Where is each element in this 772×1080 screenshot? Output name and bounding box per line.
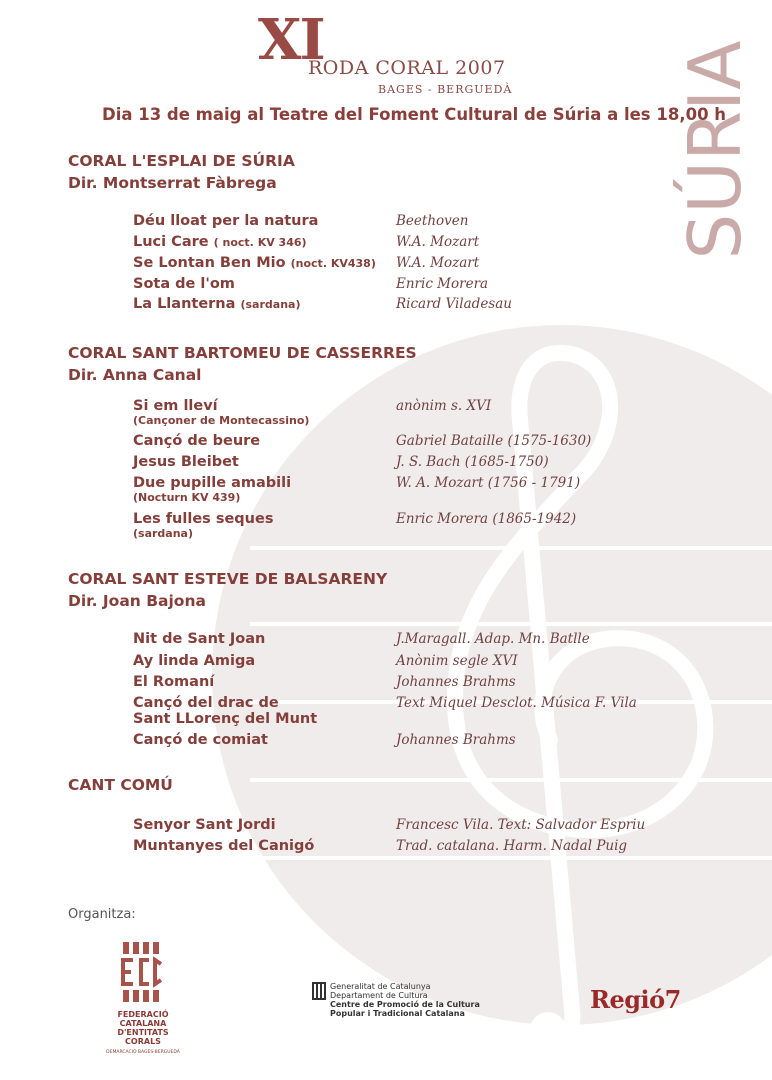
piece-subtitle: (Cançoner de Montecassino) <box>133 414 310 427</box>
choir-heading <box>68 774 173 796</box>
program-row <box>133 838 753 859</box>
piece-title: El Romaní <box>133 674 215 690</box>
piece-title: Luci Care ( noct. KV 346) <box>133 234 307 250</box>
composer: J.Maragall. Adap. Mn. Batlle <box>396 631 590 647</box>
generalitat-logo-icon <box>312 982 326 1000</box>
piece-title: La Llanterna (sardana) <box>133 296 301 312</box>
piece-subtitle: (Nocturn KV 439) <box>133 491 241 504</box>
composer: Beethoven <box>396 213 469 229</box>
sponsor-logo: Regió7 <box>590 985 681 1014</box>
program-row <box>133 234 753 255</box>
generalitat-text: Generalitat de Catalunya Departament de Cultura Centre de Promoció de la Cultura Popular i Tradicional Catalana <box>330 982 480 1018</box>
event-name: RODA CORAL 2007 <box>308 57 506 79</box>
composer: J. S. Bach (1685-1750) <box>396 454 549 470</box>
composer: W.A. Mozart <box>396 234 480 250</box>
choir-heading <box>68 150 295 194</box>
composer: Ricard Viladesau <box>396 296 512 312</box>
program-row <box>133 674 753 695</box>
piece-title: Jesus Bleibet <box>133 454 239 470</box>
composer: Enric Morera <box>396 276 489 292</box>
program-row <box>133 398 753 427</box>
piece-title: Ay linda Amiga <box>133 653 256 669</box>
program-row <box>133 454 753 475</box>
composer: Trad. catalana. Harm. Nadal Puig <box>396 838 628 854</box>
piece-subtitle: (sardana) <box>133 527 194 540</box>
composer: Enric Morera (1865-1942) <box>396 511 577 527</box>
choir-name: CANT COMÚ <box>68 776 173 794</box>
program-row <box>133 276 753 297</box>
piece-title: Si em lleví <box>133 398 218 414</box>
program-row <box>133 255 753 276</box>
program-row <box>133 631 753 652</box>
choir-name: CORAL L'ESPLAI DE SÚRIA <box>68 152 295 170</box>
choir-director: Dir. Joan Bajona <box>68 592 206 610</box>
program-row <box>133 433 753 454</box>
program-row <box>133 653 753 674</box>
composer: Johannes Brahms <box>396 674 516 690</box>
program-row <box>133 732 753 753</box>
choir-director: Dir. Anna Canal <box>68 366 202 384</box>
piece-title: Muntanyes del Canigó <box>133 838 315 854</box>
composer: Johannes Brahms <box>396 732 516 748</box>
choir-name: CORAL SANT BARTOMEU DE CASSERRES <box>68 344 417 362</box>
svg-text:SÚRIA: SÚRIA <box>673 40 757 260</box>
piece-title: Sota de l'om <box>133 276 235 292</box>
date-line: Dia 13 de maig al Teatre del Foment Cultural de Súria a les 18,00 h <box>102 105 727 124</box>
choir-director: Dir. Montserrat Fàbrega <box>68 174 277 192</box>
choir-heading <box>68 568 387 612</box>
composer: Anònim segle XVI <box>396 653 518 669</box>
fcec-demarcation: DEMARCACIÓ BAGES-BERGUEDÀ <box>106 1050 180 1055</box>
composer: Text Miquel Desclot. Música F. Vila <box>396 695 637 711</box>
choir-name: CORAL SANT ESTEVE DE BALSARENY <box>68 570 388 588</box>
program-row <box>133 213 753 234</box>
program-row <box>133 695 753 727</box>
piece-title: Les fulles seques <box>133 511 274 527</box>
composer: Gabriel Bataille (1575-1630) <box>396 433 592 449</box>
program-row <box>133 475 753 504</box>
program-row <box>133 817 753 838</box>
organizer-label: Organitza: <box>68 907 136 922</box>
piece-title: Cançó de beure <box>133 433 261 449</box>
piece-title: Se Lontan Ben Mio (noct. KV438) <box>133 255 376 271</box>
fcec-name: FEDERACIÓ CATALANA D'ENTITATS CORALS <box>117 1010 169 1046</box>
composer: W. A. Mozart (1756 - 1791) <box>396 475 581 491</box>
composer: anònim s. XVI <box>396 398 492 414</box>
composer: Francesc Vila. Text: Salvador Espriu <box>396 817 646 833</box>
region-subtitle: BAGES - BERGUEDÀ <box>378 83 513 96</box>
choir-heading <box>68 342 417 386</box>
program-row <box>133 511 753 540</box>
composer: W.A. Mozart <box>396 255 480 271</box>
piece-title-continued: Sant LLorenç del Munt <box>133 711 318 727</box>
piece-title: Cançó del drac de <box>133 695 279 711</box>
piece-title: Nit de Sant Joan <box>133 631 266 647</box>
piece-title: Déu lloat per la natura <box>133 213 319 229</box>
piece-title: Cançó de comiat <box>133 732 268 748</box>
program-row <box>133 296 753 317</box>
edition-number: XI <box>258 7 324 73</box>
piece-title: Senyor Sant Jordi <box>133 817 276 833</box>
piece-title: Due pupille amabili <box>133 475 292 491</box>
